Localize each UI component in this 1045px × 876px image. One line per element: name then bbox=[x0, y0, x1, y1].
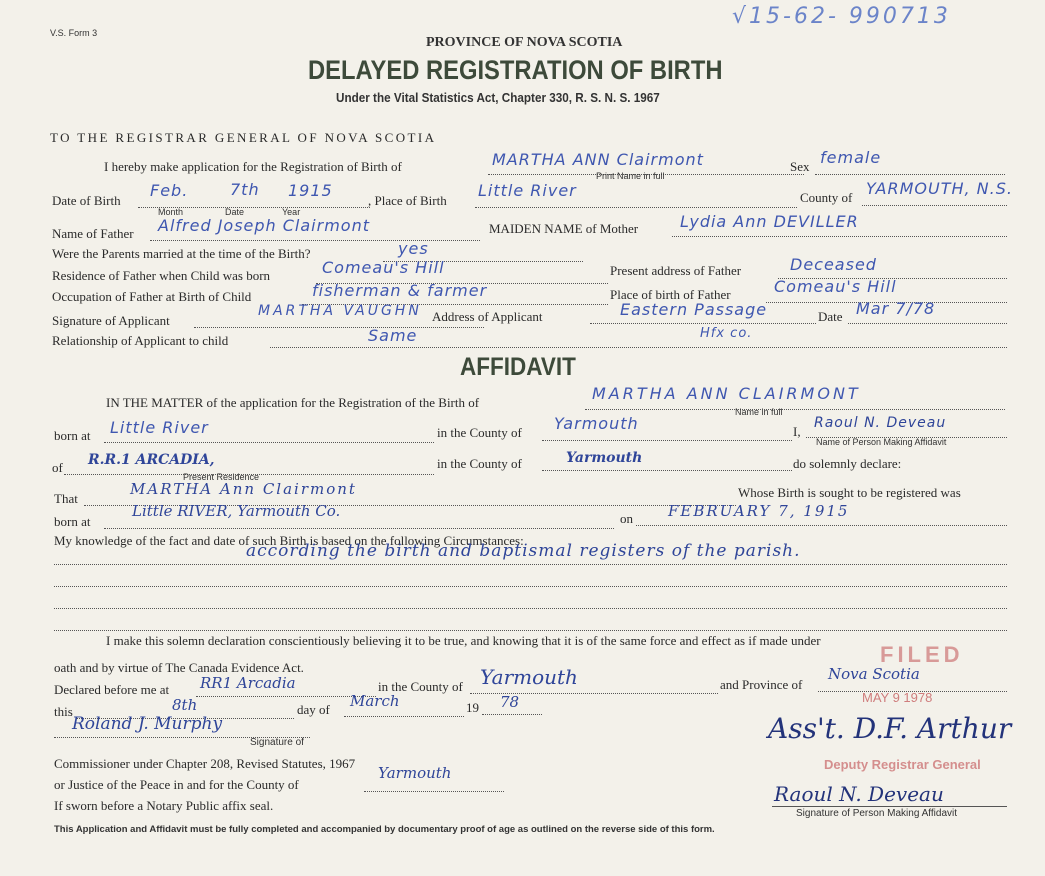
this-value: 8th bbox=[172, 696, 198, 714]
relationship-value: Same bbox=[368, 326, 418, 345]
page-title: DELAYED REGISTRATION OF BIRTH bbox=[308, 55, 723, 85]
occupation-value: fisherman & farmer bbox=[312, 281, 488, 300]
residence-value: Comeau's Hill bbox=[322, 258, 445, 277]
county-value: YARMOUTH, N.S. bbox=[866, 179, 1013, 198]
father-birthplace-label: Place of birth of Father bbox=[610, 287, 731, 302]
name-full-caption: Name in full bbox=[735, 407, 783, 417]
circumstances-value: according the birth and baptismal registers of the parish. bbox=[246, 541, 801, 561]
affidavit-heading: AFFIDAVIT bbox=[460, 353, 576, 381]
file-number: √15-62- 990713 bbox=[732, 4, 951, 29]
print-name-caption: Print Name in full bbox=[596, 171, 665, 181]
dob-label: Date of Birth bbox=[52, 193, 121, 208]
county-label: County of bbox=[800, 190, 853, 205]
relationship-label: Relationship of Applicant to child bbox=[52, 333, 229, 348]
father-birthplace-value: Comeau's Hill bbox=[774, 277, 897, 296]
father-value: Alfred Joseph Clairmont bbox=[158, 216, 370, 235]
affiant-caption: Name of Person Making Affidavit bbox=[816, 437, 947, 447]
footer-note: This Application and Affidavit must be fully completed and accompanied by documentary proof of age as outlined on the reverse side of this form. bbox=[54, 824, 715, 835]
declare-label: do solemnly declare: bbox=[793, 456, 902, 471]
to-registrar: TO THE REGISTRAR GENERAL OF NOVA SCOTIA bbox=[50, 130, 437, 145]
of-label: of bbox=[52, 460, 63, 475]
day-of-label: day of bbox=[297, 702, 330, 717]
county-of-3-value: Yarmouth bbox=[480, 665, 578, 689]
dob-day: 7th bbox=[230, 180, 260, 199]
year-prefix: 19 bbox=[466, 700, 479, 715]
present-address-value: Deceased bbox=[790, 255, 877, 274]
dob-month: Feb. bbox=[150, 181, 189, 200]
married-value: yes bbox=[398, 239, 429, 258]
year-value: 78 bbox=[500, 693, 520, 711]
whose-birth-label: Whose Birth is sought to be registered was bbox=[738, 485, 961, 500]
applicant-signature: MARTHA VAUGHN bbox=[258, 303, 422, 319]
month-caption: Month bbox=[158, 207, 184, 217]
date-value: Mar 7/78 bbox=[856, 299, 936, 318]
mother-label: MAIDEN NAME of Mother bbox=[489, 221, 639, 236]
asst-signature: Ass't. D.F. Arthur bbox=[768, 712, 1012, 745]
father-label: Name of Father bbox=[52, 226, 134, 241]
affiant-signature: Raoul N. Deveau bbox=[774, 782, 944, 806]
justice-value: Yarmouth bbox=[378, 764, 452, 782]
year-caption: Year bbox=[282, 207, 301, 217]
matter-label: IN THE MATTER of the application for the Registration of the Birth of bbox=[106, 395, 480, 410]
county-of-2-value: Yarmouth bbox=[566, 450, 643, 466]
place-value: Little River bbox=[478, 181, 577, 200]
day-of-value: March bbox=[350, 692, 400, 710]
notary-label: If sworn before a Notary Public affix seal. bbox=[54, 798, 274, 813]
commissioner-label: Commissioner under Chapter 208, Revised Statutes, 1967 bbox=[54, 756, 356, 771]
province-label: and Province of bbox=[720, 677, 803, 692]
i-label: I, bbox=[793, 424, 801, 439]
present-address-label: Present address of Father bbox=[610, 263, 742, 278]
filed-stamp-date: MAY 9 1978 bbox=[862, 690, 933, 705]
born-at-2-label: born at bbox=[54, 514, 91, 529]
sex-label: Sex bbox=[790, 159, 810, 174]
province-value: Nova Scotia bbox=[828, 665, 920, 683]
date-caption: Date bbox=[225, 207, 245, 217]
justice-label: or Justice of the Peace in and for the County of bbox=[54, 777, 299, 792]
affiant-signature-caption: Signature of Person Making Affidavit bbox=[796, 808, 958, 819]
residence-label: Residence of Father when Child was born bbox=[52, 268, 271, 283]
applicant-child-name: MARTHA ANN Clairmont bbox=[492, 150, 704, 169]
declared-label: Declared before me at bbox=[54, 682, 170, 697]
page-subtitle: Under the Vital Statistics Act, Chapter 330, R. S. N. S. 1967 bbox=[336, 90, 660, 105]
that-label: That bbox=[54, 491, 78, 506]
on-label: on bbox=[620, 511, 633, 526]
county-of-label: in the County of bbox=[437, 425, 522, 440]
place-label: , Place of Birth bbox=[368, 193, 447, 208]
date-label: Date bbox=[818, 309, 843, 324]
residence-caption: Present Residence bbox=[183, 472, 260, 482]
county-of-3-label: in the County of bbox=[378, 679, 463, 694]
this-label: this bbox=[54, 704, 73, 719]
form-number: V.S. Form 3 bbox=[50, 28, 98, 38]
married-label: Were the Parents married at the time of the Birth? bbox=[52, 246, 311, 261]
apply-label: I hereby make application for the Registration of Birth of bbox=[104, 159, 402, 174]
knowledge-label: My knowledge of the fact and date of such Birth is based on the following Circumstances: bbox=[54, 533, 524, 548]
mother-value: Lydia Ann DEVILLER bbox=[680, 212, 859, 231]
signature-of-caption: Signature of bbox=[250, 737, 304, 748]
affiant-name: Raoul N. Deveau bbox=[814, 415, 947, 431]
of-value: R.R.1 ARCADIA, bbox=[88, 452, 215, 468]
county-of-value: Yarmouth bbox=[554, 414, 639, 433]
address-label: Address of Applicant bbox=[432, 309, 543, 324]
province-heading: PROVINCE OF NOVA SCOTIA bbox=[426, 35, 623, 50]
born-at-label: born at bbox=[54, 428, 91, 443]
on-value: FEBRUARY 7, 1915 bbox=[668, 502, 850, 520]
born-at-value: Little River bbox=[110, 418, 209, 437]
sex-value: female bbox=[820, 148, 882, 167]
declared-value: RR1 Arcadia bbox=[200, 674, 296, 692]
signature-label: Signature of Applicant bbox=[52, 313, 170, 328]
commissioner-signature: Roland J. Murphy bbox=[72, 714, 223, 734]
address-extra: Hfx co. bbox=[700, 326, 753, 341]
address-value: Eastern Passage bbox=[620, 300, 768, 319]
born-at-2-value: Little RIVER, Yarmouth Co. bbox=[132, 502, 341, 520]
occupation-label: Occupation of Father at Birth of Child bbox=[52, 289, 252, 304]
county-of-2-label: in the County of bbox=[437, 456, 522, 471]
matter-name: MARTHA ANN CLAIRMONT bbox=[592, 384, 861, 403]
solemn-line-1: I make this solemn declaration conscientiously believing it to be true, and knowing that it is of the same force and effect as if made under bbox=[106, 633, 821, 648]
dob-year: 1915 bbox=[288, 181, 333, 200]
that-value: MARTHA Ann Clairmont bbox=[130, 480, 357, 498]
deputy-registrar-stamp: Deputy Registrar General bbox=[824, 757, 981, 772]
filed-stamp: FILED bbox=[880, 642, 964, 667]
solemn-line-2: oath and by virtue of The Canada Evidence Act. bbox=[54, 660, 304, 675]
